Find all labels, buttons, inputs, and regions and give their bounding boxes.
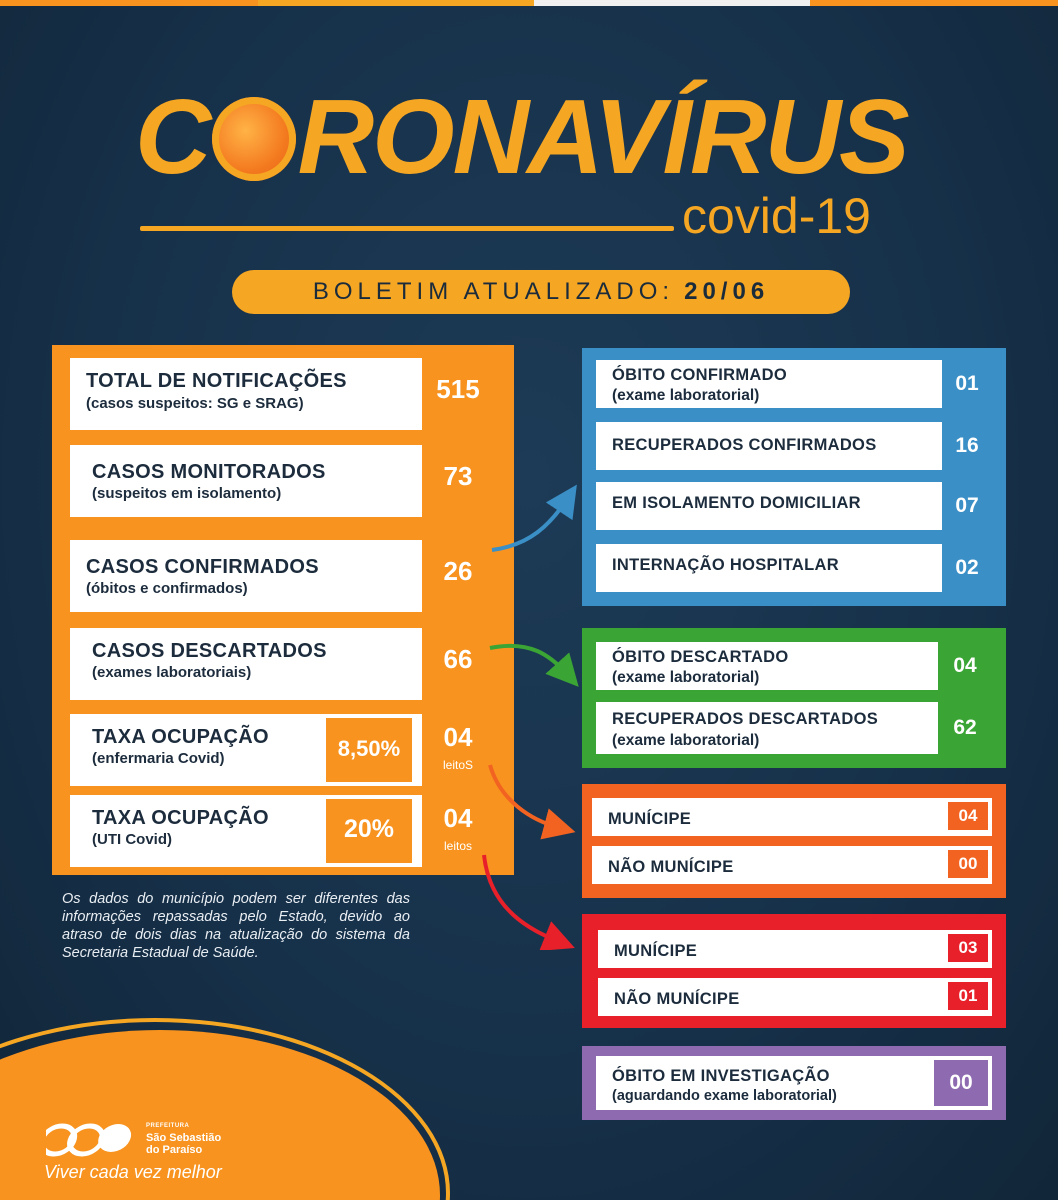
- row-title: NÃO MUNÍCIPE: [608, 858, 734, 876]
- summary-panel: [52, 345, 514, 875]
- row-subtitle: (UTI Covid): [92, 831, 172, 848]
- bulletin-label: BOLETIM ATUALIZADO:: [312, 278, 675, 305]
- bulletin-date: 20/06: [684, 278, 770, 305]
- list-item: [598, 930, 992, 968]
- row-title: CASOS DESCARTADOS: [92, 640, 327, 662]
- prefeitura-label: PREFEITURA: [146, 1123, 190, 1129]
- row-title: INTERNAÇÃO HOSPITALAR: [612, 556, 839, 574]
- arrow-to-ward: [490, 765, 560, 828]
- row-title: MUNÍCIPE: [614, 942, 698, 960]
- row-value: 00: [948, 850, 988, 878]
- discarded-breakdown-panel: [582, 628, 1006, 768]
- monitored-row: [70, 445, 494, 517]
- arrow-to-discarded: [490, 646, 568, 675]
- list-item: [596, 360, 992, 408]
- row-subtitle: (exame laboratorial): [612, 669, 760, 686]
- occupancy-rate-box: [326, 718, 412, 782]
- arrow-to-icu: [484, 855, 560, 942]
- row-subtitle: (aguardando exame laboratorial): [612, 1088, 837, 1104]
- city-line-1: São Sebastião: [146, 1132, 222, 1144]
- title-right: RONAVÍRUS: [297, 78, 908, 196]
- beds-label: leitos: [443, 839, 472, 853]
- occupancy-rate: 8,50%: [337, 736, 401, 761]
- list-item: [598, 978, 992, 1016]
- row-value: 03: [948, 934, 988, 962]
- row-title: CASOS MONITORADOS: [92, 461, 326, 483]
- beds-label: leitoS: [442, 758, 474, 772]
- list-item: [592, 798, 992, 836]
- bulletin-date-badge: [232, 270, 850, 314]
- list-item: [596, 482, 992, 530]
- icu-breakdown-panel: [582, 914, 1006, 1028]
- title-underline: [140, 226, 674, 231]
- value-box: [422, 358, 494, 430]
- row-subtitle: (suspeitos em isolamento): [92, 485, 282, 502]
- ward-breakdown-panel: [582, 784, 1006, 898]
- row-value: 62: [938, 702, 992, 754]
- page-title: [135, 78, 935, 196]
- title-left: C: [135, 78, 210, 196]
- row-value: 04: [948, 802, 988, 830]
- row-subtitle: (exames laboratoriais): [92, 664, 252, 681]
- row-value: 02: [942, 544, 992, 592]
- row-value: 01: [942, 360, 992, 408]
- row-title: CASOS CONFIRMADOS: [86, 556, 319, 578]
- row-value: 00: [934, 1060, 988, 1106]
- top-accent-bar: [0, 0, 1058, 6]
- list-item: [592, 846, 992, 884]
- list-item: [596, 422, 992, 470]
- row-value: 01: [948, 982, 988, 1010]
- page-subtitle: covid-19: [682, 188, 871, 244]
- row-title: EM ISOLAMENTO DOMICILIAR: [612, 494, 861, 512]
- row-value: 07: [942, 482, 992, 530]
- row-subtitle: (casos suspeitos: SG e SRAG): [86, 395, 304, 412]
- row-value: 04: [938, 642, 992, 690]
- row-title: MUNÍCIPE: [608, 810, 692, 828]
- notifications-row: [70, 358, 494, 430]
- list-item: [596, 544, 992, 592]
- row-subtitle: (exame laboratorial): [612, 732, 760, 749]
- row-title: TOTAL DE NOTIFICAÇÕES: [86, 370, 347, 392]
- list-item: [596, 1056, 992, 1110]
- slogan: Viver cada vez melhor: [44, 1162, 222, 1182]
- row-title: ÓBITO EM INVESTIGAÇÃO: [612, 1067, 830, 1085]
- row-subtitle: (enfermaria Covid): [92, 750, 225, 767]
- disclaimer-note: Os dados do município podem ser diferentes das informações repassadas pelo Estado, devido ao atraso de dois dias na atualização do sistema da Secretaria Estadual de Saúde.: [62, 891, 410, 961]
- row-title: TAXA OCUPAÇÃO: [92, 807, 269, 829]
- row-value: 66: [443, 644, 473, 674]
- row-title: ÓBITO DESCARTADO: [612, 648, 789, 666]
- city-logo-icon: [46, 1118, 142, 1160]
- icu-occupancy-row: [70, 795, 494, 867]
- confirmed-row: [70, 540, 494, 612]
- row-title: ÓBITO CONFIRMADO: [612, 366, 787, 384]
- occupancy-rate: 20%: [343, 815, 395, 843]
- row-subtitle: (óbitos e confirmados): [86, 580, 248, 597]
- row-value: 73: [443, 461, 473, 491]
- arrow-to-confirmed: [492, 498, 568, 550]
- list-item: [596, 642, 992, 690]
- row-title: TAXA OCUPAÇÃO: [92, 726, 269, 748]
- city-line-2: do Paraíso: [146, 1144, 203, 1156]
- beds-value: 04: [443, 722, 473, 752]
- beds-value: 04: [443, 803, 473, 833]
- list-item: [596, 702, 992, 754]
- row-value: 515: [436, 374, 480, 404]
- row-title: RECUPERADOS DESCARTADOS: [612, 710, 879, 728]
- coronavirus-icon: [212, 97, 296, 181]
- investigation-panel: [582, 1046, 1006, 1120]
- occupancy-rate-box: [326, 799, 412, 863]
- row-subtitle: (exame laboratorial): [612, 387, 760, 404]
- row-value: 26: [443, 556, 473, 586]
- city-name: [146, 1120, 221, 1156]
- row-value: 16: [942, 422, 992, 470]
- row-title: NÃO MUNÍCIPE: [614, 990, 740, 1008]
- ward-occupancy-row: [70, 714, 494, 786]
- confirmed-breakdown-panel: [582, 348, 1006, 606]
- row-title: RECUPERADOS CONFIRMADOS: [612, 436, 877, 454]
- discarded-row: [70, 628, 494, 700]
